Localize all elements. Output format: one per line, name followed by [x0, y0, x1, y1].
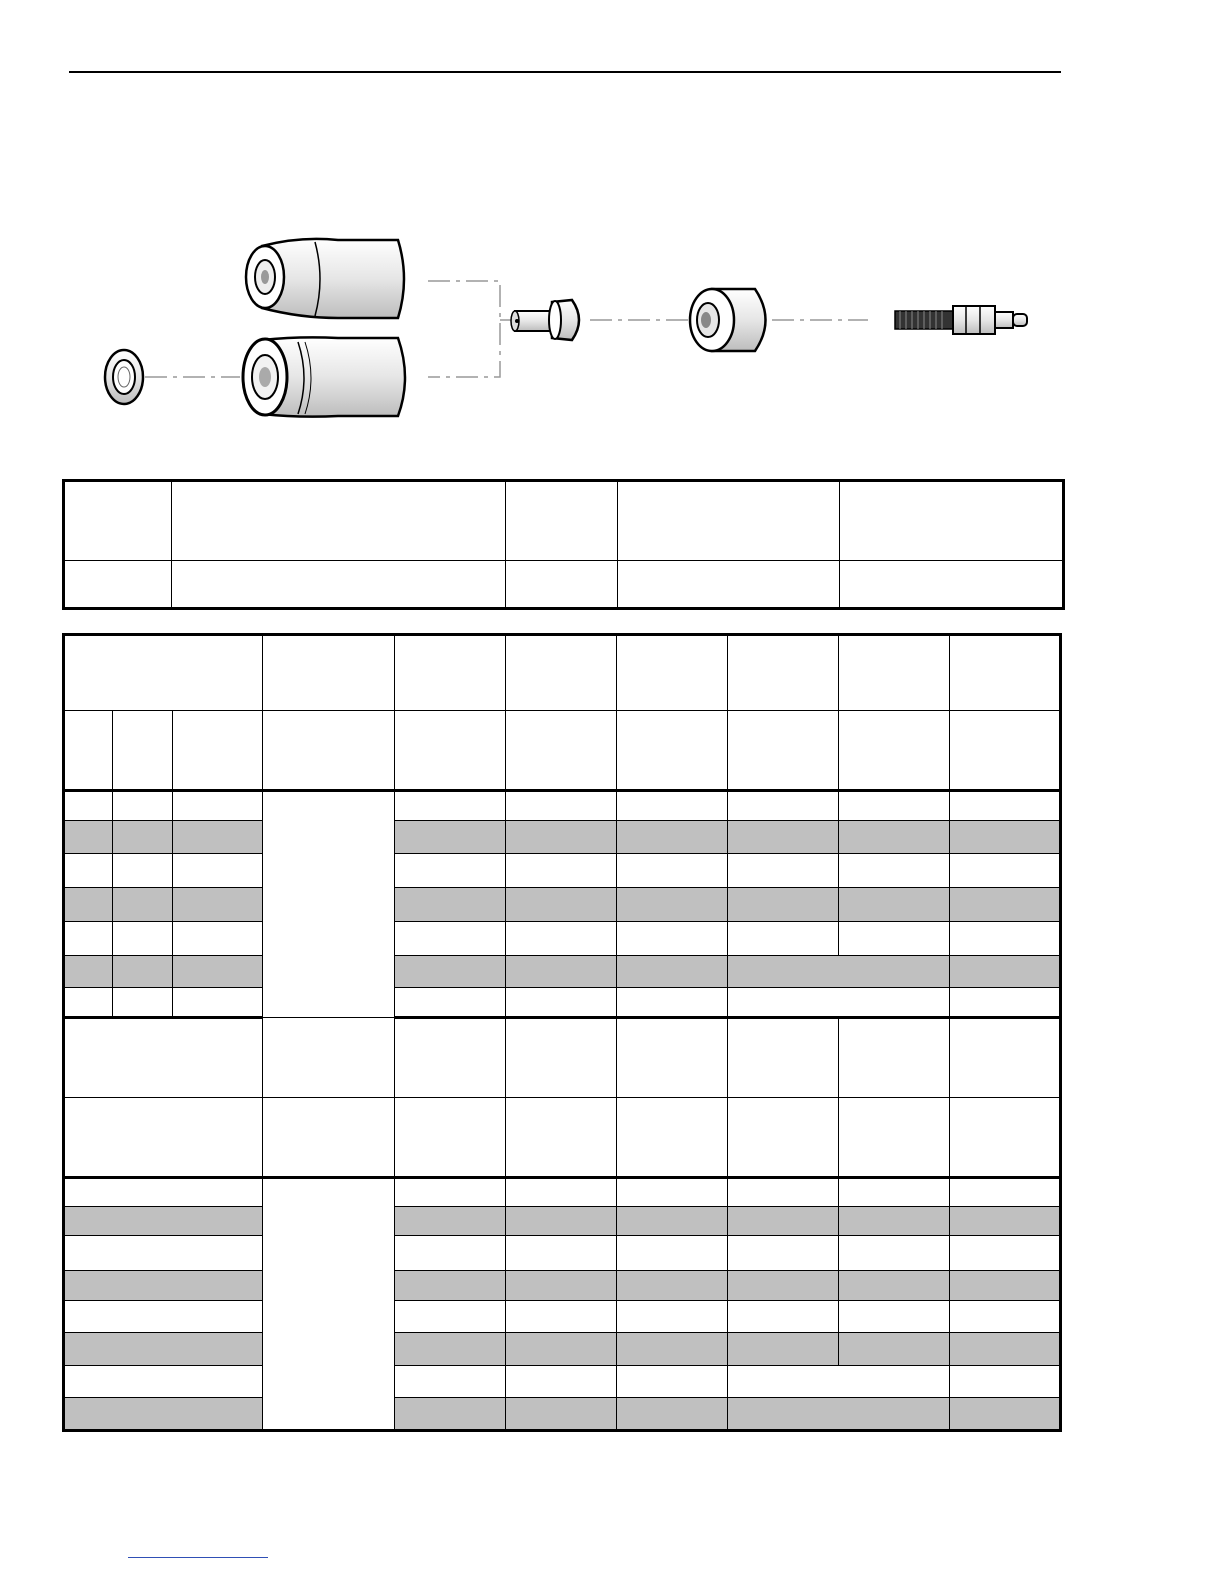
- table-cell: [64, 791, 113, 821]
- table-header-cell: [617, 635, 728, 711]
- table-row: [64, 1178, 1061, 1207]
- table-cell: [506, 988, 617, 1018]
- table-header-cell: [839, 711, 950, 791]
- table-cell: [839, 854, 950, 888]
- table-header-row: [64, 711, 1061, 791]
- table-cell: [395, 821, 506, 854]
- table-cell: [64, 821, 113, 854]
- table-row: [64, 988, 1061, 1018]
- table-cell: [395, 1333, 506, 1366]
- table-header-cell: [728, 711, 839, 791]
- table-cell: [506, 481, 618, 561]
- table-cell: [64, 1398, 263, 1431]
- table-header-cell: [506, 1018, 617, 1098]
- table-cell: [950, 888, 1061, 922]
- table-cell: [950, 1207, 1061, 1236]
- table-cell: [617, 922, 728, 956]
- table-cell: [113, 988, 173, 1018]
- table-cell: [618, 481, 840, 561]
- table-header-cell: [617, 711, 728, 791]
- table-cell: [617, 1301, 728, 1333]
- table-header-cell: [173, 711, 263, 791]
- table-cell: [839, 888, 950, 922]
- table-header-cell: [64, 711, 113, 791]
- table-cell: [728, 1301, 839, 1333]
- table-cell: [839, 922, 950, 956]
- table-cell: [506, 854, 617, 888]
- table-cell: [64, 1333, 263, 1366]
- table-cell: [172, 481, 506, 561]
- table-cell: [173, 922, 263, 956]
- table-cell: [64, 854, 113, 888]
- table-cell: [728, 1207, 839, 1236]
- table-cell: [728, 888, 839, 922]
- table-header-row: [64, 1098, 1061, 1178]
- table-cell: [950, 988, 1061, 1018]
- table-cell: [64, 1236, 263, 1271]
- table-header-row: [64, 1018, 1061, 1098]
- table-row: [64, 888, 1061, 922]
- table-header-cell: [113, 711, 173, 791]
- shield-cup-icon: [246, 239, 404, 318]
- table-cell: [113, 821, 173, 854]
- table-cell: [506, 791, 617, 821]
- table-cell: [617, 888, 728, 922]
- cut-settings-table: [62, 633, 1062, 1432]
- table-cell: [617, 854, 728, 888]
- table-cell: [950, 791, 1061, 821]
- table-cell: [617, 1333, 728, 1366]
- table-cell: [506, 1398, 617, 1431]
- table-cell: [506, 1178, 617, 1207]
- table-merged-cell: [263, 791, 395, 1018]
- table-cell: [64, 1178, 263, 1207]
- table-header-cell: [839, 1098, 950, 1178]
- table-cell: [395, 1366, 506, 1398]
- table-merged-cell: [728, 1398, 950, 1431]
- table-cell: [839, 1333, 950, 1366]
- table-cell: [64, 956, 113, 988]
- table-cell: [728, 1236, 839, 1271]
- table-cell: [728, 1178, 839, 1207]
- table-cell: [173, 821, 263, 854]
- table-cell: [839, 791, 950, 821]
- table-cell: [840, 561, 1064, 609]
- table-cell: [64, 1207, 263, 1236]
- table-cell: [506, 1236, 617, 1271]
- table-cell: [395, 1207, 506, 1236]
- table-header-cell: [263, 635, 395, 711]
- table-cell: [395, 1398, 506, 1431]
- table-cell: [506, 1366, 617, 1398]
- table-cell: [173, 956, 263, 988]
- table-header-cell: [263, 1018, 395, 1098]
- table-cell: [506, 1271, 617, 1301]
- table-row: [64, 1333, 1061, 1366]
- deflector-ring-icon: [105, 350, 143, 404]
- table-row: [64, 1366, 1061, 1398]
- table-row: [64, 1301, 1061, 1333]
- table-cell: [64, 922, 113, 956]
- table-header-cell: [395, 1098, 506, 1178]
- table-cell: [839, 821, 950, 854]
- tip-icon: [511, 300, 579, 340]
- table-header-row: [64, 635, 1061, 711]
- table-cell: [395, 1271, 506, 1301]
- table-cell: [506, 922, 617, 956]
- table-cell: [839, 1178, 950, 1207]
- table-cell: [617, 821, 728, 854]
- table-cell: [173, 888, 263, 922]
- table-cell: [950, 1333, 1061, 1366]
- table-header-cell: [728, 635, 839, 711]
- table-cell: [506, 1207, 617, 1236]
- table-header-cell: [395, 1018, 506, 1098]
- table-row: [64, 1398, 1061, 1431]
- start-cartridge-icon: [690, 289, 766, 351]
- table-cell: [950, 821, 1061, 854]
- table-cell: [64, 561, 172, 609]
- table-header-cell: [617, 1098, 728, 1178]
- table-row: [64, 821, 1061, 854]
- shield-cup-alt-icon: [243, 337, 405, 416]
- part-summary-table: [62, 479, 1065, 610]
- table-cell: [950, 1398, 1061, 1431]
- table-cell: [64, 1301, 263, 1333]
- table-cell: [506, 888, 617, 922]
- table-cell: [950, 1301, 1061, 1333]
- table-merged-cell: [263, 1178, 395, 1431]
- table-cell: [617, 1178, 728, 1207]
- table-header-cell: [506, 635, 617, 711]
- table-cell: [395, 956, 506, 988]
- table-cell: [617, 1398, 728, 1431]
- table-cell: [950, 854, 1061, 888]
- table-cell: [839, 1301, 950, 1333]
- table-cell: [506, 821, 617, 854]
- table-cell: [172, 561, 506, 609]
- table-header-cell: [839, 635, 950, 711]
- table-cell: [728, 1333, 839, 1366]
- table-cell: [617, 988, 728, 1018]
- table-cell: [506, 561, 618, 609]
- consumables-exploded-diagram: [0, 0, 1224, 470]
- table-cell: [173, 791, 263, 821]
- table-cell: [728, 791, 839, 821]
- table-cell: [617, 956, 728, 988]
- table-cell: [840, 481, 1064, 561]
- table-cell: [617, 1271, 728, 1301]
- table-merged-cell: [728, 956, 950, 988]
- electrode-icon: [895, 306, 1027, 334]
- table-cell: [64, 1271, 263, 1301]
- table-cell: [113, 791, 173, 821]
- table-header-cell: [64, 635, 263, 711]
- table-header-cell: [506, 1098, 617, 1178]
- footer-link-underline[interactable]: [128, 1557, 268, 1558]
- table-header-cell: [263, 1098, 395, 1178]
- table-cell: [728, 821, 839, 854]
- table-cell: [395, 854, 506, 888]
- table-row: [64, 1236, 1061, 1271]
- table-cell: [950, 1271, 1061, 1301]
- table-header-cell: [395, 711, 506, 791]
- table-cell: [395, 1301, 506, 1333]
- table-cell: [395, 1178, 506, 1207]
- table-cell: [113, 854, 173, 888]
- table-merged-cell: [728, 1366, 950, 1398]
- table-header-cell: [950, 635, 1061, 711]
- table-row: [64, 956, 1061, 988]
- table-header-row: [64, 481, 1064, 561]
- table-cell: [64, 1366, 263, 1398]
- table-cell: [113, 888, 173, 922]
- table-cell: [728, 854, 839, 888]
- table-cell: [113, 956, 173, 988]
- table-cell: [506, 1301, 617, 1333]
- table-cell: [395, 791, 506, 821]
- table-header-cell: [839, 1018, 950, 1098]
- table-header-cell: [395, 635, 506, 711]
- table-header-cell: [64, 1098, 263, 1178]
- table-cell: [950, 956, 1061, 988]
- table-row: [64, 1207, 1061, 1236]
- table-cell: [950, 1366, 1061, 1398]
- table-row: [64, 1271, 1061, 1301]
- table-cell: [839, 1236, 950, 1271]
- table-row: [64, 561, 1064, 609]
- table-cell: [950, 1236, 1061, 1271]
- table-cell: [506, 956, 617, 988]
- table-cell: [618, 561, 840, 609]
- table-cell: [839, 1271, 950, 1301]
- table-cell: [617, 1236, 728, 1271]
- table-header-cell: [728, 1018, 839, 1098]
- table-header-cell: [950, 711, 1061, 791]
- table-header-cell: [950, 1018, 1061, 1098]
- table-cell: [728, 922, 839, 956]
- table-header-cell: [64, 1018, 263, 1098]
- table-cell: [395, 988, 506, 1018]
- table-cell: [950, 1178, 1061, 1207]
- table-cell: [64, 481, 172, 561]
- table-header-cell: [263, 711, 395, 791]
- table-cell: [173, 854, 263, 888]
- table-row: [64, 854, 1061, 888]
- table-cell: [506, 1333, 617, 1366]
- table-header-cell: [506, 711, 617, 791]
- table-cell: [113, 922, 173, 956]
- table-cell: [395, 888, 506, 922]
- table-cell: [839, 1207, 950, 1236]
- table-row: [64, 922, 1061, 956]
- table-header-cell: [728, 1098, 839, 1178]
- table-cell: [617, 791, 728, 821]
- table-cell: [617, 1207, 728, 1236]
- table-cell: [395, 922, 506, 956]
- table-header-cell: [617, 1018, 728, 1098]
- table-cell: [64, 888, 113, 922]
- table-cell: [173, 988, 263, 1018]
- table-header-cell: [950, 1098, 1061, 1178]
- table-merged-cell: [728, 988, 950, 1018]
- table-cell: [617, 1366, 728, 1398]
- table-cell: [728, 1271, 839, 1301]
- table-row: [64, 791, 1061, 821]
- table-cell: [950, 922, 1061, 956]
- table-cell: [64, 988, 113, 1018]
- table-cell: [395, 1236, 506, 1271]
